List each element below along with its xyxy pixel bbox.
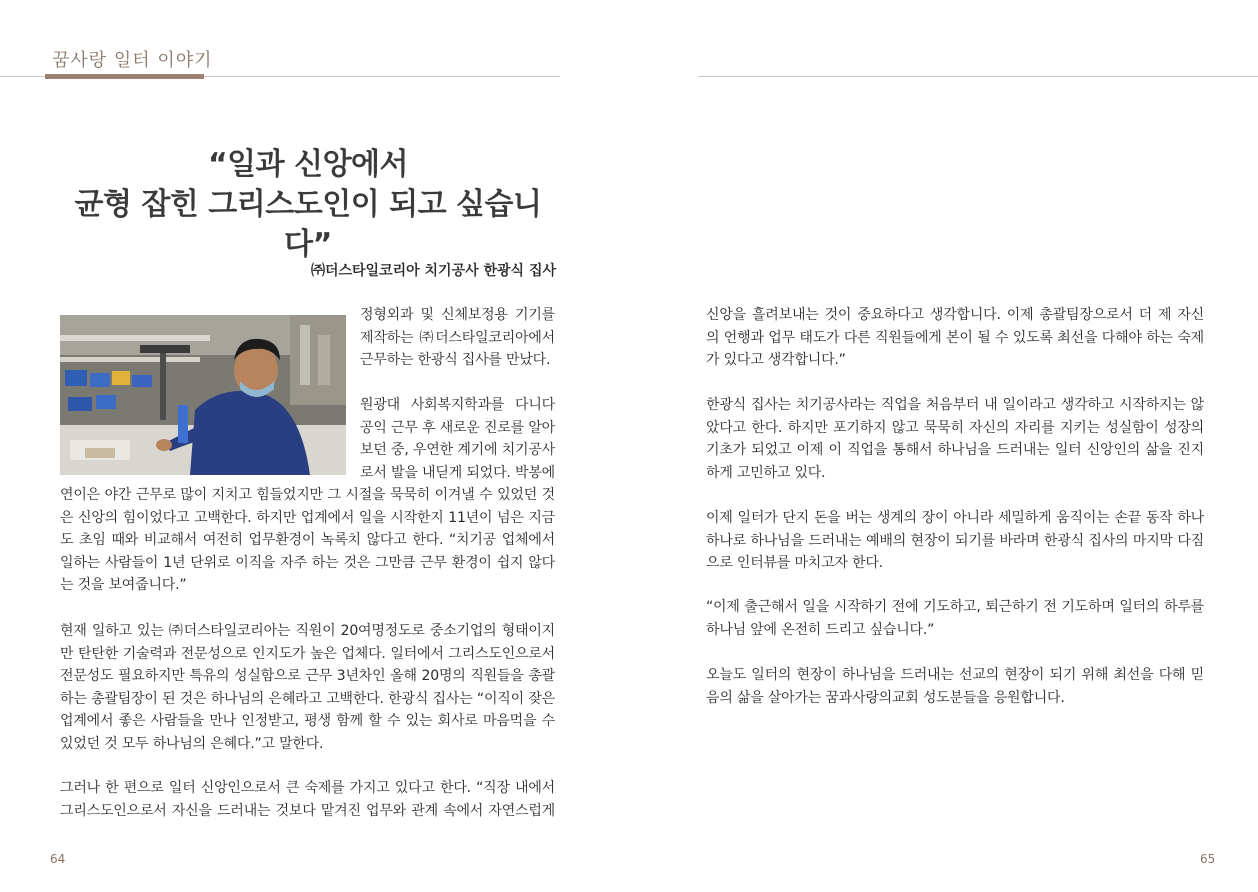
- text-line: 한광식 집사는 치기공사라는 직업을 처음부터 내 일이라고 생각하고 시작하지는 않: [706, 397, 1204, 413]
- text-line: 신앙을 흘려보내는 것이 중요하다고 생각합니다. 이제 총괄팀장으로서 더 제 자신: [706, 307, 1204, 323]
- text-line: 그리스도인으로서 자신을 드러내는 것보다 맡겨진 업무와 관계 속에서 자연스럽게: [60, 802, 555, 819]
- text-line: 근무하는 한광식 집사를 만났다.: [360, 352, 551, 368]
- text-line: 일하는 사람들이 1년 단위로 이직을 자주 하는 것은 그만큼 근무 환경이 쉽지 않다: [60, 554, 555, 571]
- text-line: 있었던 것 모두 하나님의 은혜다.”고 말한다.: [60, 735, 324, 752]
- right-para-4: [706, 596, 1204, 641]
- left-para-2-full: [60, 484, 555, 597]
- text-line: 이제 일터가 단지 돈을 버는 생계의 장이 아니라 세밀하게 움직이는 손끝 동작 하나: [706, 510, 1204, 526]
- text-line: 업계에서 좋은 사람들을 만나 인정받고, 평생 함께 할 수 있는 회사로 마음먹을 수: [60, 713, 555, 729]
- text-line: 만 탄탄한 기술력과 전문성으로 인지도가 높은 업체다. 일터에서 그리스도인으로서: [60, 645, 555, 662]
- text-line: 전문성도 필요하지만 특유의 성실함으로 근무 3년차인 올해 20명의 직원들을 총괄: [60, 668, 555, 684]
- text-line: 의 언행과 업무 태도가 다른 직원들에게 본이 될 수 있도록 최선을 다해야 하는 숙제: [706, 329, 1204, 346]
- text-line: 하나로 하나님을 드러내는 예배의 현장이 되기를 바라며 한광식 집사의 마지막 다짐: [706, 532, 1204, 549]
- text-line: 하나님 앞에 온전히 드리고 싶습니다.”: [706, 621, 935, 638]
- text-line: 그러나 한 편으로 일터 신앙인으로서 큰 숙제를 가지고 있다고 한다. “직장 내에서: [60, 780, 555, 796]
- article-byline: ㈜더스타일코리아 치기공사 한광식 집사: [310, 263, 556, 279]
- text-line: 원광대 사회복지학과를 다니다: [360, 397, 555, 413]
- left-para-4: [60, 777, 555, 822]
- text-line: 은 신앙의 힘이었다고 고백한다. 하지만 업계에서 일을 시작한지 11년이 넘은 지금: [60, 509, 555, 526]
- text-line: 하는 총괄팀장이 된 것은 하나님의 은혜라고 고백한다. 한광식 집사는 “이직이 잦은: [60, 690, 555, 707]
- text-line: 음의 삶을 살아가는 꿈과사랑의교회 성도분들을 응원합니다.: [706, 689, 1065, 706]
- page-number-left: 64: [50, 852, 66, 866]
- text-line: 는 것을 보여줍니다.”: [60, 577, 187, 593]
- left-para-3: [60, 620, 555, 755]
- right-para-3: [706, 507, 1204, 575]
- left-para-2-beside-photo: [360, 394, 555, 484]
- text-line: 제작하는 ㈜더스타일코리아에서: [360, 329, 555, 346]
- text-line: 가 있다고 생각합니다.”: [706, 352, 846, 368]
- text-line: 로서 발을 내딛게 되었다. 박봉에: [360, 464, 555, 481]
- headline-line: “일과 신앙에서: [207, 147, 409, 182]
- text-line: 도 초임 때와 비교해서 여전히 업무환경이 녹록치 않다고 한다. “치기공 업체에서: [60, 532, 555, 548]
- text-line: 기초가 되었고 이제 이 직업을 통해서 하나님을 드러내는 일터 신앙인의 삶을 진지: [706, 442, 1204, 458]
- text-line: 공익 근무 후 새로운 진로를 알아: [360, 419, 555, 436]
- text-line: “이제 출근해서 일을 시작하기 전에 기도하고, 퇴근하기 전 기도하며 일터의 하루를: [706, 599, 1204, 615]
- page-number-right: 65: [1200, 852, 1216, 866]
- text-line: 정형외과 및 신체보정용 기기를: [360, 307, 555, 323]
- text-line: 하게 고민하고 있다.: [706, 464, 826, 481]
- right-para-2: [706, 394, 1204, 484]
- text-line: 으로 인터뷰를 마치고자 한다.: [706, 555, 883, 571]
- text-line: 오늘도 일터의 현장이 하나님을 드러내는 선교의 현장이 되기 위해 최선을 다해 믿: [706, 667, 1204, 683]
- header-rule-accent: [45, 74, 204, 79]
- interview-photo: [60, 315, 346, 475]
- header-rule-right: [698, 76, 1258, 77]
- text-line: 보던 중, 우연한 계기에 치기공사: [360, 442, 555, 458]
- text-line: 연이은 야간 근무로 많이 지치고 힘들었지만 그 시절을 묵묵히 이겨낼 수 있었던 것: [60, 487, 555, 503]
- text-line: 았다고 한다. 하지만 포기하지 않고 묵묵히 자신의 자리를 지키는 성실함이 성장의: [706, 419, 1204, 436]
- right-para-1: [706, 304, 1204, 372]
- text-line: 현재 일하고 있는 ㈜더스타일코리아는 직원이 20여명정도로 중소기업의 형태이지: [60, 623, 555, 639]
- right-para-5: [706, 664, 1204, 709]
- article-headline: [60, 145, 556, 265]
- headline-line: 균형 잡힌 그리스도인이 되고 싶습니다”: [74, 187, 542, 262]
- left-para-1: [360, 304, 555, 372]
- section-title: 꿈사랑 일터 이야기: [52, 50, 213, 71]
